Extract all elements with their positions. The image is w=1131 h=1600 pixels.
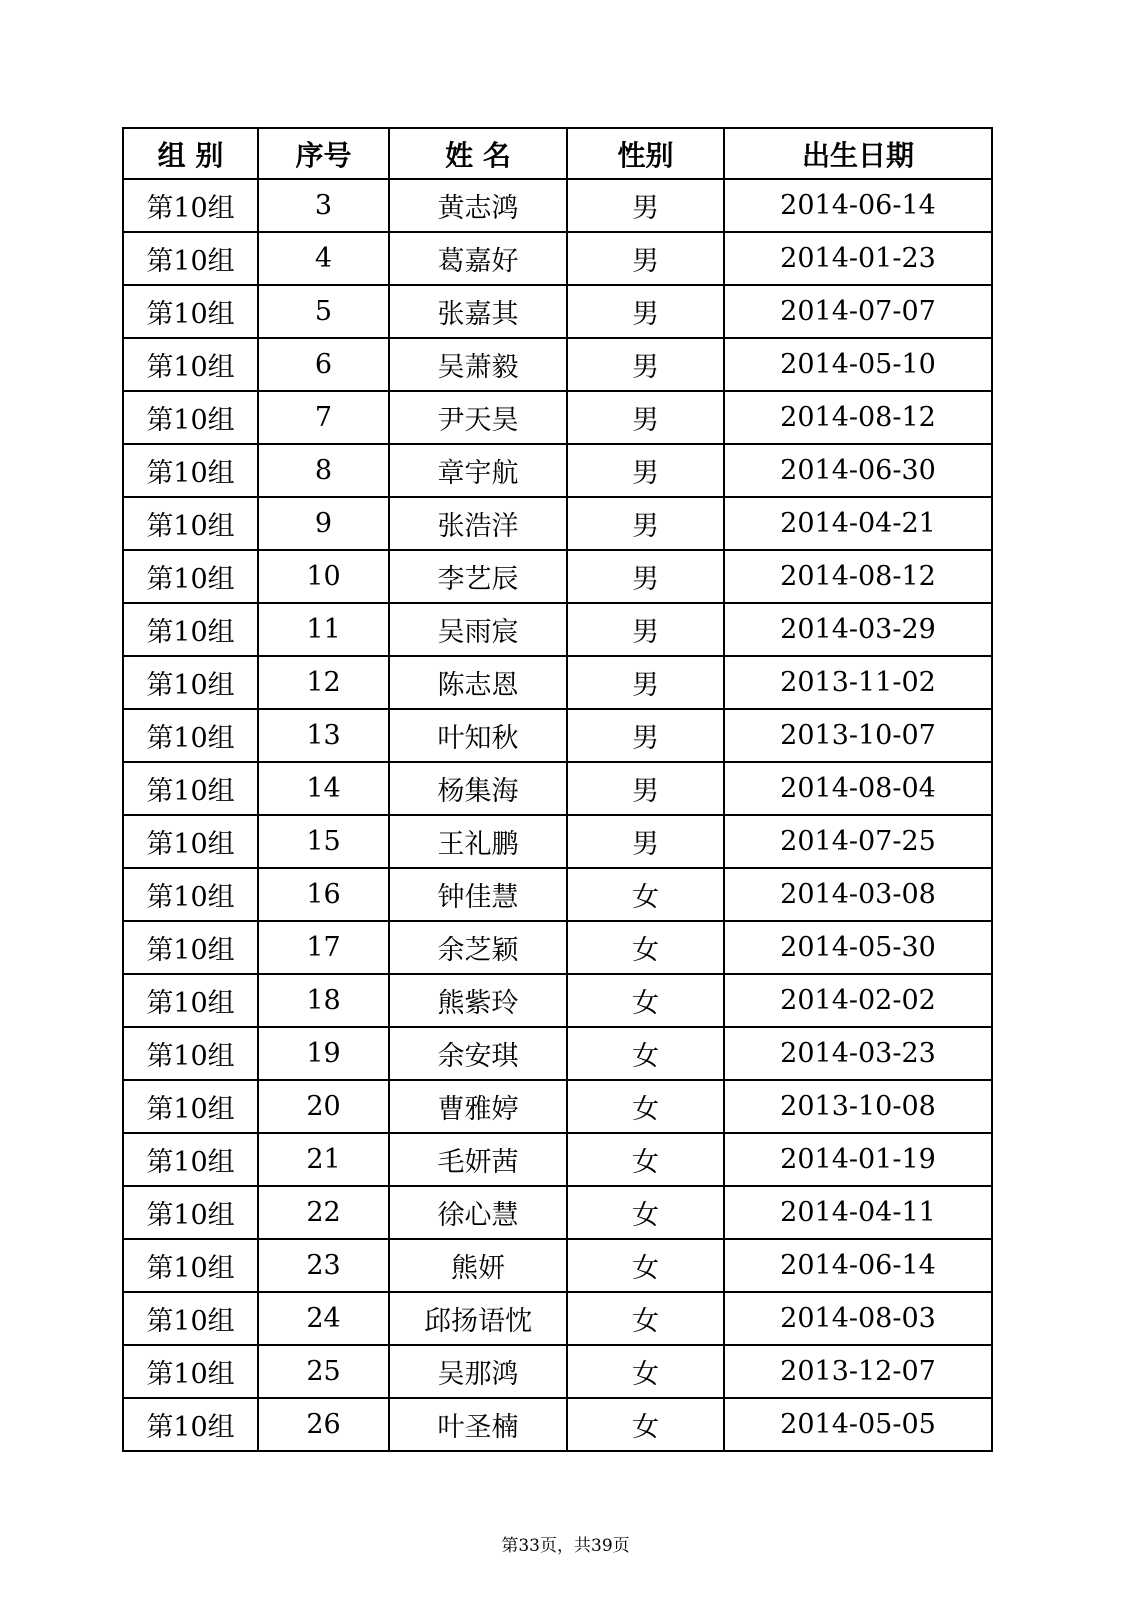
name-cell: 张浩洋 [389,497,567,550]
birthdate-cell: 2014-08-04 [724,762,992,815]
gender-cell: 男 [567,444,724,497]
name-cell: 陈志恩 [389,656,567,709]
seq-cell: 4 [258,232,389,285]
table-row [123,338,992,391]
seq-cell: 3 [258,179,389,232]
birthdate-cell: 2014-08-12 [724,550,992,603]
group-cell: 第10组 [123,391,258,444]
seq-cell: 21 [258,1133,389,1186]
gender-cell: 女 [567,974,724,1027]
seq-cell: 18 [258,974,389,1027]
gender-cell: 男 [567,762,724,815]
gender-cell: 男 [567,179,724,232]
gender-cell: 男 [567,391,724,444]
table-row [123,1345,992,1398]
gender-cell: 男 [567,232,724,285]
header-seq: 序号 [258,128,389,179]
group-cell: 第10组 [123,974,258,1027]
gender-cell: 男 [567,550,724,603]
seq-cell: 17 [258,921,389,974]
seq-cell: 24 [258,1292,389,1345]
gender-cell: 男 [567,603,724,656]
name-cell: 毛妍茜 [389,1133,567,1186]
name-cell: 曹雅婷 [389,1080,567,1133]
table-row [123,1080,992,1133]
gender-cell: 男 [567,497,724,550]
footer-total-pages: 39 [591,1536,613,1556]
table-row [123,550,992,603]
seq-cell: 12 [258,656,389,709]
birthdate-cell: 2014-04-11 [724,1186,992,1239]
seq-cell: 25 [258,1345,389,1398]
table-row [123,1398,992,1451]
seq-cell: 8 [258,444,389,497]
group-cell: 第10组 [123,497,258,550]
table-row [123,921,992,974]
name-cell: 吴那鸿 [389,1345,567,1398]
table-row [123,815,992,868]
table-body [123,179,992,1451]
group-cell: 第10组 [123,550,258,603]
header-gender: 性别 [567,128,724,179]
birthdate-cell: 2013-12-07 [724,1345,992,1398]
table-row [123,391,992,444]
name-cell: 余芝颖 [389,921,567,974]
gender-cell: 女 [567,1186,724,1239]
birthdate-cell: 2014-03-23 [724,1027,992,1080]
seq-cell: 10 [258,550,389,603]
birthdate-cell: 2014-01-23 [724,232,992,285]
name-cell: 吴萧毅 [389,338,567,391]
group-cell: 第10组 [123,1027,258,1080]
birthdate-cell: 2014-05-30 [724,921,992,974]
group-cell: 第10组 [123,762,258,815]
table-row [123,444,992,497]
group-cell: 第10组 [123,285,258,338]
name-cell: 叶圣楠 [389,1398,567,1451]
table-row [123,603,992,656]
table-row [123,179,992,232]
group-cell: 第10组 [123,709,258,762]
name-cell: 余安琪 [389,1027,567,1080]
name-cell: 章宇航 [389,444,567,497]
name-cell: 王礼鹏 [389,815,567,868]
name-cell: 徐心慧 [389,1186,567,1239]
table-row [123,974,992,1027]
group-cell: 第10组 [123,1239,258,1292]
student-roster-table [122,127,993,1452]
gender-cell: 女 [567,1133,724,1186]
seq-cell: 13 [258,709,389,762]
group-cell: 第10组 [123,656,258,709]
seq-cell: 7 [258,391,389,444]
table-row [123,1292,992,1345]
birthdate-cell: 2014-06-14 [724,179,992,232]
birthdate-cell: 2014-04-21 [724,497,992,550]
name-cell: 熊紫玲 [389,974,567,1027]
gender-cell: 男 [567,815,724,868]
name-cell: 张嘉其 [389,285,567,338]
group-cell: 第10组 [123,1345,258,1398]
table-row [123,1133,992,1186]
seq-cell: 5 [258,285,389,338]
gender-cell: 女 [567,1239,724,1292]
birthdate-cell: 2014-05-05 [724,1398,992,1451]
group-cell: 第10组 [123,232,258,285]
group-cell: 第10组 [123,1186,258,1239]
name-cell: 尹天昊 [389,391,567,444]
table-row [123,1186,992,1239]
group-cell: 第10组 [123,1133,258,1186]
gender-cell: 女 [567,1027,724,1080]
page-footer [0,1531,1131,1556]
gender-cell: 女 [567,1345,724,1398]
group-cell: 第10组 [123,1080,258,1133]
gender-cell: 女 [567,1080,724,1133]
seq-cell: 19 [258,1027,389,1080]
group-cell: 第10组 [123,338,258,391]
name-cell: 吴雨宸 [389,603,567,656]
name-cell: 邱扬语忱 [389,1292,567,1345]
table-row [123,497,992,550]
gender-cell: 男 [567,709,724,762]
seq-cell: 14 [258,762,389,815]
group-cell: 第10组 [123,1292,258,1345]
group-cell: 第10组 [123,444,258,497]
birthdate-cell: 2014-03-08 [724,868,992,921]
group-cell: 第10组 [123,815,258,868]
name-cell: 黄志鸿 [389,179,567,232]
birthdate-cell: 2014-07-07 [724,285,992,338]
footer-middle: 页，共 [540,1536,591,1556]
birthdate-cell: 2014-07-25 [724,815,992,868]
birthdate-cell: 2014-08-03 [724,1292,992,1345]
name-cell: 李艺辰 [389,550,567,603]
table-row [123,762,992,815]
header-name: 姓 名 [389,128,567,179]
footer-prefix: 第 [501,1536,519,1556]
seq-cell: 15 [258,815,389,868]
birthdate-cell: 2014-06-30 [724,444,992,497]
birthdate-cell: 2014-08-12 [724,391,992,444]
seq-cell: 26 [258,1398,389,1451]
birthdate-cell: 2013-10-08 [724,1080,992,1133]
seq-cell: 9 [258,497,389,550]
birthdate-cell: 2014-01-19 [724,1133,992,1186]
seq-cell: 22 [258,1186,389,1239]
birthdate-cell: 2014-02-02 [724,974,992,1027]
gender-cell: 女 [567,1398,724,1451]
name-cell: 叶知秋 [389,709,567,762]
name-cell: 钟佳慧 [389,868,567,921]
gender-cell: 男 [567,285,724,338]
gender-cell: 女 [567,921,724,974]
gender-cell: 男 [567,656,724,709]
seq-cell: 11 [258,603,389,656]
seq-cell: 16 [258,868,389,921]
birthdate-cell: 2013-10-07 [724,709,992,762]
table-row [123,868,992,921]
table-header-row [123,128,992,179]
birthdate-cell: 2014-06-14 [724,1239,992,1292]
seq-cell: 20 [258,1080,389,1133]
name-cell: 杨集海 [389,762,567,815]
header-group: 组 别 [123,128,258,179]
table-row [123,709,992,762]
seq-cell: 23 [258,1239,389,1292]
group-cell: 第10组 [123,179,258,232]
table-row [123,1027,992,1080]
group-cell: 第10组 [123,921,258,974]
name-cell: 熊妍 [389,1239,567,1292]
name-cell: 葛嘉好 [389,232,567,285]
table-row [123,656,992,709]
table-row [123,285,992,338]
birthdate-cell: 2014-05-10 [724,338,992,391]
gender-cell: 男 [567,338,724,391]
group-cell: 第10组 [123,868,258,921]
gender-cell: 女 [567,868,724,921]
table-row [123,1239,992,1292]
table-row [123,232,992,285]
header-birthdate: 出生日期 [724,128,992,179]
birthdate-cell: 2013-11-02 [724,656,992,709]
footer-suffix: 页 [612,1536,630,1556]
group-cell: 第10组 [123,603,258,656]
group-cell: 第10组 [123,1398,258,1451]
gender-cell: 女 [567,1292,724,1345]
footer-page-number: 33 [518,1536,540,1556]
birthdate-cell: 2014-03-29 [724,603,992,656]
seq-cell: 6 [258,338,389,391]
